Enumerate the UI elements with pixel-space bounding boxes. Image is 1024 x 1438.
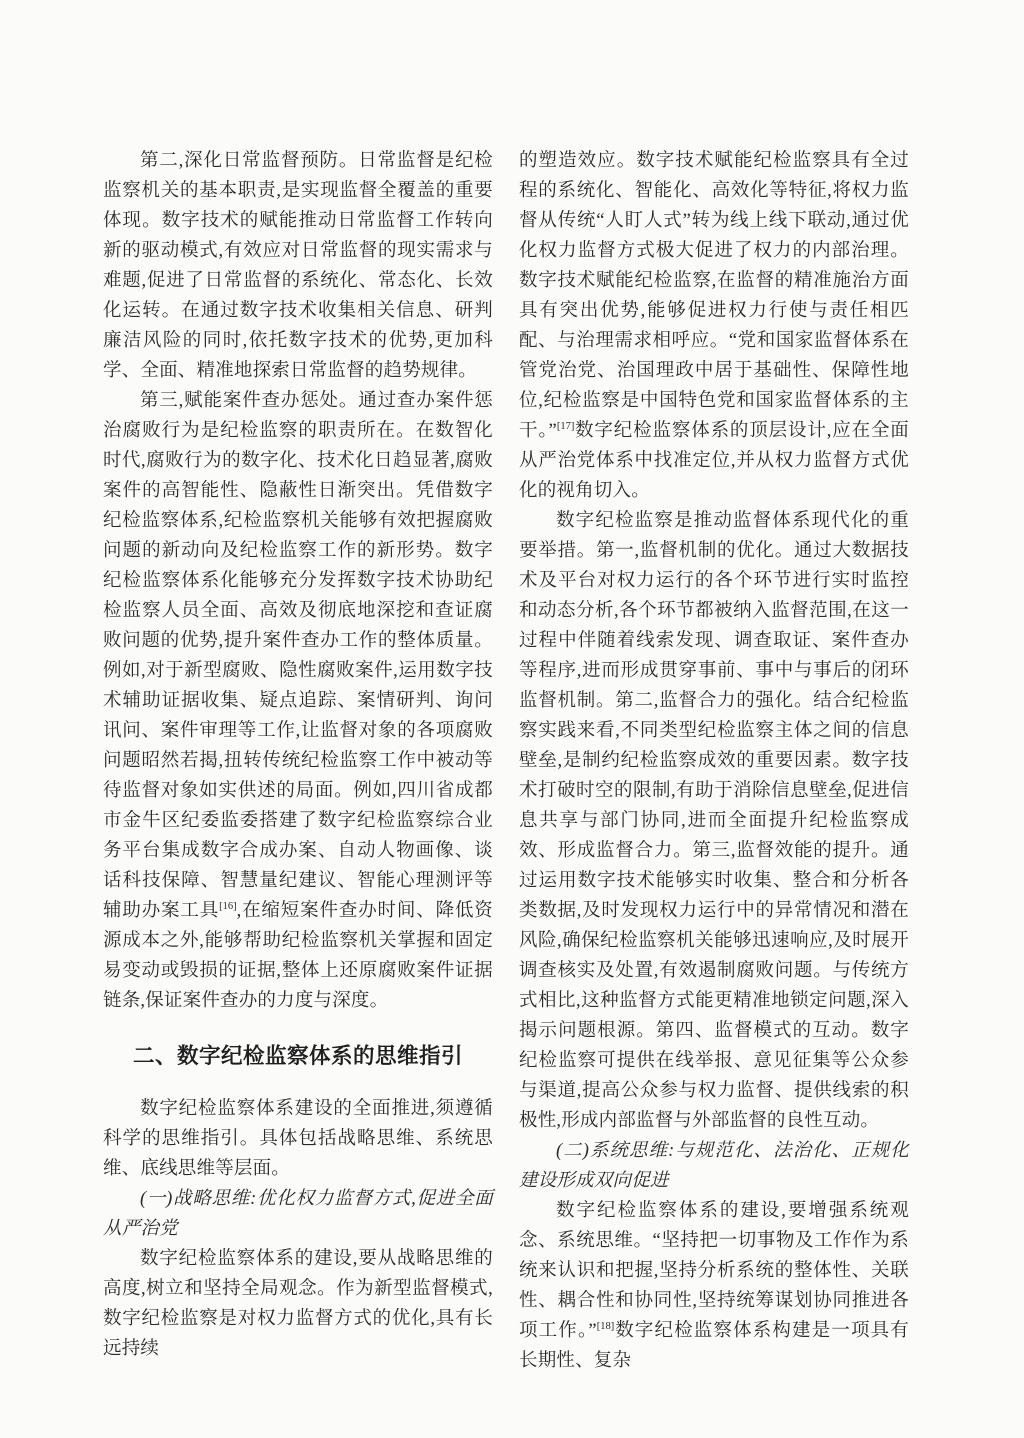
page-content (103, 146, 909, 1376)
text-run: 第三,赋能案件查办惩处。通过查办案件惩治腐败行为是纪检监察的职责所在。在数智化时代,腐败行为的数字化、技术化日趋显著,腐败案件的高智能性、隐蔽性日渐突出。凭借数字纪检监察体系,纪检监察机关能够有效把握腐败问题的新动向及纪检监察工作的新形势。数字纪检监察体系化能够充分发挥数字技术协助纪检监察人员全面、高效及彻底地深挖和查证腐败问题的优势,提升案件查办工作的整体质量。例如,对于新型腐败、隐性腐败案件,运用数字技术辅助证据收集、疑点追踪、案情研判、询问讯问、案件审理等工作,让监督对象的各项腐败问题昭然若揭,扭转传统纪检监察工作中被动等待监督对象如实供述的局面。例如,四川省成都市金牛区纪委监委搭建了数字纪检监察综合业务平台集成数字合成办案、自动人物画像、谈话科技保障、智慧量纪建议、智能心理测评等辅助办案工具 (103, 391, 493, 921)
footnote-ref: [18] (596, 1320, 615, 1332)
paragraph (519, 1196, 909, 1376)
text-run: 第二,深化日常监督预防。日常监督是纪检监察机关的基本职责,是实现监督全覆盖的重要体现。数字技术的赋能推动日常监督工作转向新的驱动模式,有效应对日常监督的现实需求与难题,促进了日常监督的系统化、常态化、长效化运转。在通过数字技术收集相关信息、研判廉洁风险的同时,依托数字技术的优势,更加科学、全面、精准地探索日常监督的趋势规律。 (103, 151, 493, 381)
text-run: 数字纪检监察体系的顶层设计,应在全面从严治党体系中找准定位,并从权力监督方式优化的视角切入。 (519, 421, 909, 501)
paragraph (519, 506, 909, 1136)
text-run: 数字纪检监察体系建设的全面推进,须遵循科学的思维指引。具体包括战略思维、系统思维、底线思维等层面。 (103, 1099, 493, 1179)
paragraph (103, 146, 493, 386)
paragraph (103, 1244, 493, 1364)
subsection-heading: (一)战略思维:优化权力监督方式,促进全面从严治党 (103, 1189, 493, 1239)
text-run: 数字纪检监察体系构建是一项具有长期性、复杂 (519, 1321, 909, 1371)
text-run: 的塑造效应。数字技术赋能纪检监察具有全过程的系统化、智能化、高效化等特征,将权力监督从传统“人盯人式”转为线上线下联动,通过优化权力监督方式极大促进了权力的内部治理。数字技术赋能纪检监察,在监督的精准施治方面具有突出优势,能够促进权力行使与责任相匹配、与治理需求相呼应。“党和国家监督体系在管党治党、治国理政中居于基础性、保障性地位,纪检监察是中国特色党和国家监督体系的主干。” (519, 151, 909, 441)
footnote-ref: [16] (219, 900, 237, 912)
right-column (519, 146, 909, 1376)
section-heading: 二、数字纪检监察体系的思维指引 (132, 1044, 463, 1068)
paragraph (103, 386, 493, 1016)
left-column (103, 146, 493, 1376)
paragraph (519, 146, 909, 506)
text-run: 数字纪检监察体系的建设,要从战略思维的高度,树立和坚持全局观念。作为新型监督模式,数字纪检监察是对权力监督方式的优化,具有长远持续 (103, 1249, 493, 1359)
footnote-ref: [17] (556, 420, 575, 432)
subsection-heading: (二)系统思维:与规范化、法治化、正规化建设形成双向促进 (519, 1141, 909, 1191)
text-run: 数字纪检监察体系的建设,要增强系统观念、系统思维。“坚持把一切事物及工作作为系统来认识和把握,坚持分析系统的整体性、关联性、耦合性和协同性,坚持统筹谋划协同推进各项工作。” (519, 1201, 909, 1341)
paragraph (103, 1094, 493, 1184)
text-run: 数字纪检监察是推动监督体系现代化的重要举措。第一,监督机制的优化。通过大数据技术及平台对权力运行的各个环节进行实时监控和动态分析,各个环节都被纳入监督范围,在这一过程中伴随着线索发现、调查取证、案件查办等程序,进而形成贯穿事前、事中与事后的闭环监督机制。第二,监督合力的强化。结合纪检监察实践来看,不同类型纪检监察主体之间的信息壁垒,是制约纪检监察成效的重要因素。数字技术打破时空的限制,有助于消除信息壁垒,促进信息共享与部门协同,进而全面提升纪检监察成效、形成监督合力。第三,监督效能的提升。通过运用数字技术能够实时收集、整合和分析各类数据,及时发现权力运行中的异常情况和潜在风险,确保纪检监察机关能够迅速响应,及时展开调查核实及处置,有效遏制腐败问题。与传统方式相比,这种监督方式能更精准地锁定问题,深入揭示问题根源。第四、监督模式的互动。数字纪检监察可提供在线举报、意见征集等公众参与渠道,提高公众参与权力监督、提供线索的积极性,形成内部监督与外部监督的良性互动。 (519, 511, 909, 1131)
text-run: ,在缩短案件查办时间、降低资源成本之外,能够帮助纪检监察机关掌握和固定易变动或毁损的证据,整体上还原腐败案件证据链条,保证案件查办的力度与深度。 (103, 901, 493, 1011)
